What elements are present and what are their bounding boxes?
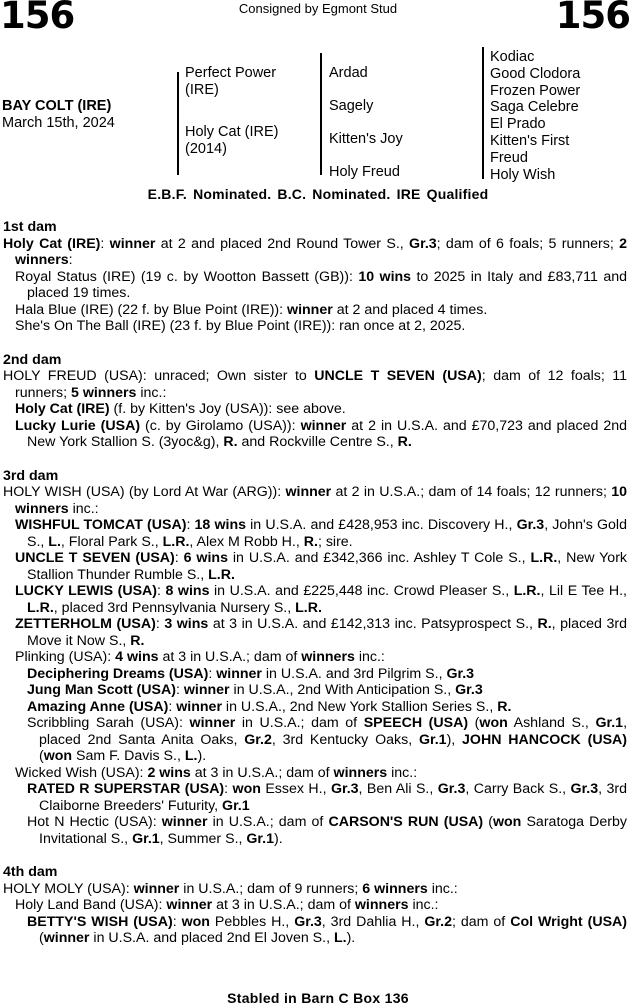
grade: L.R.: [208, 566, 235, 583]
wins: 10 wins: [358, 268, 412, 285]
text: ),: [446, 731, 463, 748]
text: :: [100, 235, 110, 252]
text: , Ben Ali S.,: [358, 781, 438, 797]
wins: 2 wins: [147, 764, 191, 781]
text: inc.:: [387, 764, 418, 781]
gen3-item: Kitten's First: [490, 132, 570, 149]
text: ; dam of 12 foals; 11 runners;: [15, 368, 628, 401]
won-tag: won: [492, 814, 522, 830]
grade: Gr.3: [570, 781, 599, 797]
dam-entry: [3, 236, 627, 269]
catalogue-body: [3, 219, 627, 964]
text: , placed 3rd Move it Now S.,: [27, 616, 627, 649]
winners-tag: winners: [333, 764, 388, 781]
horse-name: SPEECH (USA): [363, 715, 469, 731]
text: Saratoga Derby Invitational S.,: [39, 814, 628, 847]
text: ; dam of 6 foals; 5 runners;: [436, 235, 620, 252]
text: , 3rd Dahlia H.,: [321, 913, 425, 930]
offspring-entry: [3, 765, 627, 782]
won-tag: won: [181, 913, 210, 930]
text: in U.S.A., 2nd With Anticipation S.,: [229, 682, 456, 698]
lot-number-right: 156: [555, 0, 630, 37]
winner-tag: winner: [176, 698, 222, 715]
text: inc.:: [427, 880, 458, 897]
text: at 3 in U.S.A. and £142,313 inc. Patsyprospect S.,: [208, 616, 538, 632]
offspring-entry: [3, 318, 627, 335]
horse-name: Deciphering Dreams (USA): [27, 665, 209, 682]
pedigree-gen2: [329, 57, 403, 189]
text: , placed 2nd Santa Anita Oaks,: [39, 715, 628, 748]
text: , Lil E Tee H.,: [540, 583, 627, 599]
text: :: [224, 781, 233, 797]
text: in U.S.A. and £225,448 inc. Crowd Pleaser S.,: [209, 583, 514, 599]
horse-name: UNCLE T SEVEN (USA): [15, 550, 175, 566]
text: Ashland S.,: [507, 715, 596, 731]
grade: R.: [397, 434, 412, 450]
dam-entry: [3, 484, 627, 517]
wins: 4 wins: [115, 649, 159, 665]
text: :: [68, 252, 73, 268]
gen3-item: Good Clodora: [490, 65, 581, 82]
winners-tag: winners: [354, 897, 409, 913]
text: , placed 3rd Pennsylvania Nursery S.,: [53, 599, 296, 616]
sire-name: Perfect Power: [185, 65, 277, 81]
text: , Summer S.,: [159, 830, 247, 847]
text: at 2 in U.S.A. and £70,723 and placed 2nd New York Stallion S. (3yoc&g),: [27, 417, 628, 450]
horse-name: UNCLE T SEVEN (USA): [314, 368, 482, 384]
dam-name: Holy Cat (IRE): [185, 124, 279, 140]
winner-tag: winner: [300, 417, 347, 434]
horse-name: Jung Man Scott (USA): [27, 682, 176, 698]
text: at 3 in U.S.A.; dam of: [158, 649, 302, 665]
offspring-entry: [3, 550, 627, 583]
grade: Gr.3: [516, 517, 545, 533]
text: , New York Stallion Thunder Rumble S.,: [27, 550, 628, 583]
text: (f. by Kitten's Joy (USA)): see above.: [109, 401, 346, 417]
grand-offspring-entry: [3, 699, 627, 716]
horse-name: Col Wright (USA): [510, 913, 628, 930]
text: :: [168, 698, 177, 715]
text: :: [175, 682, 184, 698]
text: , Carry Back S.,: [465, 781, 571, 797]
section-heading: 1st dam: [3, 219, 57, 235]
grade: Gr.3: [330, 781, 359, 797]
section-heading: 2nd dam: [3, 351, 62, 368]
text: in U.S.A. and £428,953 inc. Discovery H.,: [246, 517, 517, 533]
grade: L.: [48, 533, 61, 550]
dam-year: (2014): [185, 141, 227, 157]
text: HOLY MOLY (USA):: [3, 880, 134, 897]
winner-tag: winner: [189, 715, 236, 731]
offspring-entry: [3, 418, 627, 451]
horse-name: JOHN HANCOCK (USA): [462, 731, 628, 748]
gen3-item: Kodiac: [490, 49, 535, 65]
grade: Gr.1: [222, 797, 250, 814]
winner-tag: winner: [216, 665, 262, 682]
winner-tag: winner: [166, 897, 213, 913]
text: ; sire.: [317, 533, 353, 550]
winners-count: 5 winners: [71, 384, 137, 401]
pedigree-divider-3: [482, 47, 484, 179]
text: (c. by Girolamo (USA)):: [140, 417, 301, 434]
offspring-entry: [3, 616, 627, 649]
horse-dob: March 15th, 2024: [2, 115, 115, 131]
text: at 2 and placed 4 times.: [332, 301, 488, 318]
text: :: [174, 550, 184, 566]
wins: 3 wins: [164, 616, 209, 632]
text: and Rockville Centre S.,: [237, 434, 398, 450]
gen3-item: Freud: [490, 149, 528, 166]
text: (: [39, 748, 44, 764]
horse-name: Holy Cat (IRE): [3, 235, 101, 252]
text: Scribbling Sarah (USA):: [27, 715, 190, 731]
horse-name: Lucky Lurie (USA): [15, 417, 141, 434]
text: Hala Blue (IRE) (22 f. by Blue Point (IRE)):: [15, 301, 288, 318]
text: :: [172, 913, 182, 930]
gen3-item: El Prado: [490, 116, 546, 133]
section-heading: 4th dam: [3, 864, 58, 880]
grade: Gr.1: [132, 830, 160, 847]
text: , 3rd Claiborne Breeders' Futurity,: [39, 781, 628, 814]
grade: Gr.3: [437, 781, 466, 797]
text: , Alex M Robb H.,: [189, 533, 304, 550]
dam-entry: [3, 368, 627, 401]
grade: Gr.3: [409, 235, 437, 252]
gen3-item: Frozen Power: [490, 82, 581, 99]
text: Essex H.,: [260, 781, 331, 797]
grade: L.R.: [513, 583, 541, 599]
horse-name: BETTY'S WISH (USA): [27, 913, 173, 930]
grade: L.: [333, 930, 347, 946]
offspring-entry: [3, 649, 627, 666]
text: inc.:: [408, 897, 439, 913]
text: at 3 in U.S.A.; dam of: [190, 764, 334, 781]
pedigree-gen3: [490, 49, 580, 183]
pedigree-divider-1: [177, 72, 179, 175]
won-tag: won: [479, 715, 508, 731]
text: , 3rd Kentucky Oaks,: [271, 731, 419, 748]
grade: Gr.2: [424, 913, 452, 930]
text: :: [157, 583, 166, 599]
winner-tag: winner: [287, 301, 333, 318]
text: Sam F. Davis S.,: [72, 748, 185, 764]
third-dam-section: [3, 468, 627, 848]
text: Royal Status (IRE) (19 c. by Wootton Bassett (GB)):: [15, 268, 359, 285]
horse-name: Amazing Anne (USA): [27, 698, 169, 715]
stabling-info: Stabled in Barn C Box 136: [227, 990, 409, 1006]
pedigree-dam: [185, 124, 278, 158]
winner-tag: winner: [183, 682, 230, 698]
text: Plinking (USA):: [15, 649, 116, 665]
text: inc.:: [68, 500, 99, 517]
grade: L.: [184, 748, 198, 764]
grade: L.R.: [162, 533, 190, 550]
text: inc.:: [354, 649, 385, 665]
gen3-item: Saga Celebre: [490, 99, 579, 116]
text: Holy Land Band (USA):: [15, 897, 167, 913]
text: (: [483, 814, 493, 830]
horse-name: CARSON'S RUN (USA): [328, 814, 484, 830]
horse-name: Holy Cat (IRE): [15, 401, 110, 417]
winner-tag: winner: [109, 235, 156, 252]
grade: L.R.: [530, 550, 558, 566]
gen2-item: Sagely: [329, 98, 374, 114]
nominations: E.B.F. Nominated. B.C. Nominated. IRE Qualified: [147, 186, 489, 202]
grade: L.R.: [27, 599, 54, 616]
text: , Floral Park S.,: [60, 533, 163, 550]
text: in U.S.A.; dam of: [235, 715, 364, 731]
text: in U.S.A. and £342,366 inc. Ashley T Cole S.,: [227, 550, 531, 566]
gen2-item: Kitten's Joy: [329, 131, 403, 147]
text: in U.S.A.; dam of: [207, 814, 329, 830]
won-tag: won: [232, 781, 261, 797]
text: HOLY FREUD (USA): unraced; Own sister to: [3, 368, 315, 384]
offspring-entry: [3, 302, 627, 319]
gen2-item: Ardad: [329, 65, 368, 81]
horse-name: LUCKY LEWIS (USA): [15, 583, 158, 599]
text: in U.S.A. and placed 2nd El Joven S.,: [89, 930, 334, 946]
lot-number-left: 156: [0, 0, 75, 37]
offspring-entry: [3, 269, 627, 302]
second-dam-section: [3, 352, 627, 451]
grade: Gr.3: [446, 665, 475, 682]
winner-tag: winner: [43, 930, 90, 946]
grand-offspring-entry: [3, 715, 627, 765]
text: :: [186, 517, 195, 533]
wins: 6 wins: [183, 550, 228, 566]
text: (: [468, 715, 480, 731]
first-dam-section: [3, 219, 627, 335]
text: Wicked Wish (USA):: [15, 764, 148, 781]
grand-offspring-entry: [3, 666, 627, 683]
grade: Gr.2: [244, 731, 272, 748]
grade: R.: [497, 698, 512, 715]
offspring-entry: [3, 897, 627, 914]
text: Hot N Hectic (USA):: [27, 814, 162, 830]
grade: R.: [537, 616, 552, 632]
grand-offspring-entry: [3, 914, 627, 947]
dam-entry: [3, 881, 627, 898]
grade: Gr.1: [595, 715, 624, 731]
grade: R.: [303, 533, 318, 550]
winner-tag: winner: [133, 880, 180, 897]
text: ).: [274, 830, 283, 847]
text: She's On The Ball (IRE) (23 f. by Blue Point (IRE)): ran once at 2, 2025.: [15, 318, 466, 334]
winner-tag: winner: [161, 814, 208, 830]
gen3-item: Holy Wish: [490, 166, 556, 183]
offspring-entry: [3, 401, 627, 418]
text: Pebbles H.,: [209, 913, 295, 930]
text: at 2 in U.S.A.; dam of 14 foals; 12 runners;: [331, 484, 612, 500]
offspring-entry: [3, 583, 627, 616]
grade: Gr.3: [294, 913, 322, 930]
text: at 2 and placed 2nd Round Tower S.,: [155, 235, 410, 252]
grade: L.R.: [295, 599, 322, 616]
grade: Gr.1: [418, 731, 447, 748]
horse-name: ZETTERHOLM (USA): [15, 616, 156, 632]
grade: Gr.3: [455, 682, 483, 698]
horse-name: RATED R SUPERSTAR (USA): [27, 781, 225, 797]
winners-count: 10 winners: [15, 484, 627, 517]
grand-offspring-entry: [3, 682, 627, 699]
winners-count: 6 winners: [362, 880, 428, 897]
gen2-item: Holy Freud: [329, 164, 400, 180]
fourth-dam-section: [3, 864, 627, 947]
text: to 2025 in Italy and £83,711 and placed 19 times.: [27, 268, 627, 301]
pedigree-divider-2: [320, 53, 322, 175]
section-heading: 3rd dam: [3, 467, 59, 484]
winner-tag: winner: [285, 484, 332, 500]
text: in U.S.A.; dam of 9 runners;: [179, 880, 363, 897]
text: in U.S.A., 2nd New York Stallion Series S.,: [221, 698, 498, 715]
text: ).: [346, 930, 356, 946]
won-tag: won: [43, 748, 73, 764]
wins: 8 wins: [165, 583, 210, 599]
text: inc.:: [136, 384, 167, 401]
text: HOLY WISH (USA) (by Lord At War (ARG)):: [3, 484, 286, 500]
grand-offspring-entry: [3, 814, 627, 847]
pedigree-sire: [185, 65, 276, 99]
text: (: [39, 930, 44, 946]
wins: 18 wins: [194, 517, 246, 533]
text: at 3 in U.S.A.; dam of: [212, 897, 355, 913]
text: ).: [197, 748, 207, 764]
winners-count: 2 winners: [15, 235, 628, 268]
text: :: [155, 616, 165, 632]
consignor: Consigned by Egmont Stud: [238, 1, 398, 16]
text: , John's Gold S.,: [27, 517, 627, 550]
horse-name: BAY COLT (IRE): [2, 98, 112, 114]
offspring-entry: [3, 517, 627, 550]
grade: R.: [130, 632, 145, 649]
grade: Gr.1: [246, 830, 274, 847]
sire-country: (IRE): [185, 82, 219, 98]
horse-name: WISHFUL TOMCAT (USA): [15, 517, 187, 533]
grand-offspring-entry: [3, 781, 627, 814]
text: in U.S.A. and 3rd Pilgrim S.,: [261, 665, 447, 682]
winners-tag: winners: [301, 649, 355, 665]
text: :: [208, 665, 217, 682]
text: ; dam of: [451, 913, 511, 930]
grade: R.: [223, 434, 238, 450]
